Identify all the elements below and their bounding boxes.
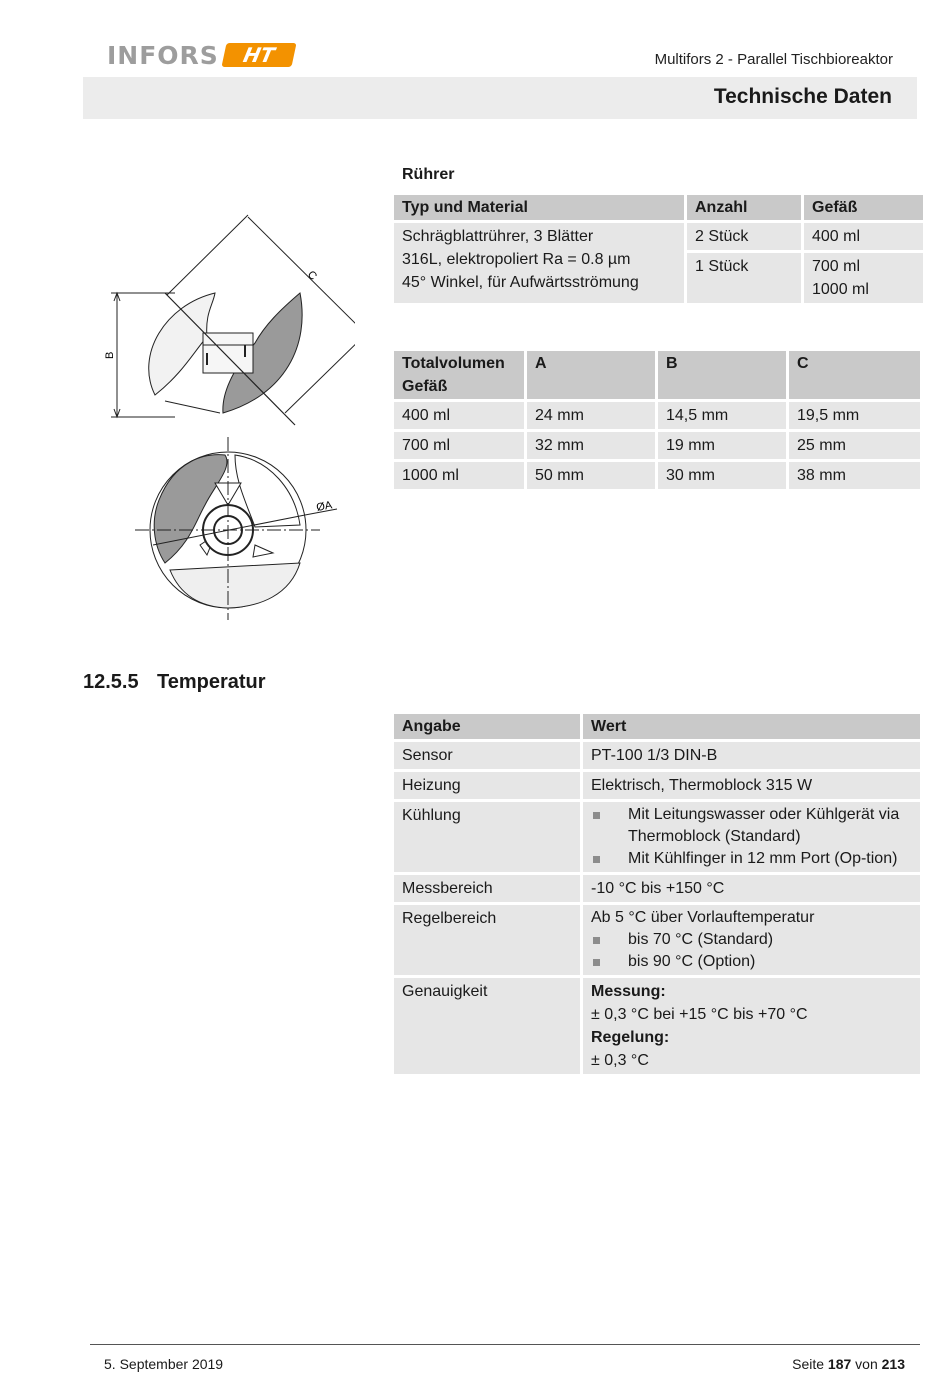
- header-cell: Totalvolumen Gefäß: [394, 351, 524, 399]
- row-value: Elektrisch, Thermoblock 315 W: [583, 772, 920, 799]
- vessel-cell: [804, 253, 923, 303]
- stirrer-diagram: [95, 205, 355, 625]
- list-item: bis 90 °C (Option): [591, 951, 912, 973]
- row-value: PT-100 1/3 DIN-B: [583, 742, 920, 769]
- table-row: [394, 742, 920, 769]
- table-header-row: [394, 351, 920, 399]
- dimension-a-label: ØA: [315, 499, 334, 514]
- table-row: [394, 802, 920, 872]
- table-row: [394, 402, 920, 429]
- header-cell: Anzahl: [687, 195, 801, 220]
- regulation-label: Regelung:: [591, 1029, 670, 1046]
- count-cell: 1 Stück: [687, 253, 801, 303]
- footer-page-number: [792, 1356, 905, 1372]
- dimension-b-label: B: [104, 351, 116, 359]
- dimension-c-label: C: [304, 268, 319, 283]
- row-value: [583, 978, 920, 1074]
- temperature-table: [391, 711, 923, 1077]
- cooling-list: [591, 804, 912, 870]
- table-cell: 1000 ml: [394, 462, 524, 489]
- table-header-row: [394, 195, 923, 220]
- header-cell: Gefäß: [804, 195, 923, 220]
- table-row: [394, 432, 920, 459]
- vessel-line: 700 ml: [812, 258, 861, 275]
- measurement-value: ± 0,3 °C bei +15 °C bis +70 °C: [591, 1006, 808, 1023]
- row-label: Messbereich: [394, 875, 580, 902]
- dimensions-table: [391, 348, 923, 492]
- table-row: [394, 978, 920, 1074]
- header-cell: Typ und Material: [394, 195, 684, 220]
- row-label: Kühlung: [394, 802, 580, 872]
- control-range-list: [591, 929, 912, 973]
- section-heading-temperature: [83, 671, 266, 694]
- section-title: Technische Daten: [713, 85, 892, 108]
- vessel-line: 1000 ml: [812, 281, 869, 298]
- table-cell: 700 ml: [394, 432, 524, 459]
- row-label: Heizung: [394, 772, 580, 799]
- header-cell: A: [527, 351, 655, 399]
- table-row: [394, 772, 920, 799]
- page-total: 213: [881, 1356, 905, 1372]
- header-cell: Wert: [583, 714, 920, 739]
- row-label: Genauigkeit: [394, 978, 580, 1074]
- table-cell: 25 mm: [789, 432, 920, 459]
- header-cell: C: [789, 351, 920, 399]
- row-value: [583, 802, 920, 872]
- table-header-row: [394, 714, 920, 739]
- infors-logo: [107, 40, 294, 70]
- table-cell: 19 mm: [658, 432, 786, 459]
- heading-text: Temperatur: [157, 671, 266, 693]
- document-title: Multifors 2 - Parallel Tischbioreaktor: [654, 51, 893, 68]
- list-item: bis 70 °C (Standard): [591, 929, 912, 951]
- section-bar: [83, 77, 917, 119]
- type-line: 45° Winkel, für Aufwärtsströmung: [402, 274, 639, 291]
- table-cell: 24 mm: [527, 402, 655, 429]
- row-value: [583, 905, 920, 975]
- vessel-cell: 400 ml: [804, 223, 923, 250]
- stirrer-table: [391, 192, 926, 306]
- heading-number: 12.5.5: [83, 671, 139, 693]
- type-line: 316L, elektropoliert Ra = 0.8 µm: [402, 251, 631, 268]
- measurement-label: Messung:: [591, 983, 666, 1000]
- control-range-intro: Ab 5 °C über Vorlauftemperatur: [591, 909, 815, 926]
- list-item: Mit Kühlfinger in 12 mm Port (Op-tion): [591, 848, 912, 870]
- row-label: Sensor: [394, 742, 580, 769]
- table-cell: 14,5 mm: [658, 402, 786, 429]
- table-row: [394, 462, 920, 489]
- page-current: 187: [827, 1356, 852, 1372]
- table-row: [394, 223, 923, 250]
- footer-date: 5. September 2019: [104, 1356, 224, 1372]
- table-cell: 38 mm: [789, 462, 920, 489]
- table-cell: 400 ml: [394, 402, 524, 429]
- header-cell: B: [658, 351, 786, 399]
- table-row: [394, 905, 920, 975]
- type-line: Schrägblattrührer, 3 Blätter: [402, 228, 594, 245]
- table-cell: 32 mm: [527, 432, 655, 459]
- stirrer-label: Rührer: [402, 166, 455, 183]
- count-cell: 2 Stück: [687, 223, 801, 250]
- page-prefix: Seite: [792, 1356, 825, 1372]
- row-value: -10 °C bis +150 °C: [583, 875, 920, 902]
- table-cell: 30 mm: [658, 462, 786, 489]
- page-separator: von: [855, 1356, 878, 1372]
- row-label: Regelbereich: [394, 905, 580, 975]
- stirrer-type-cell: [394, 223, 684, 303]
- table-cell: 50 mm: [527, 462, 655, 489]
- regulation-value: ± 0,3 °C: [591, 1052, 649, 1069]
- header-cell: Angabe: [394, 714, 580, 739]
- logo-text: INFORS: [107, 40, 219, 70]
- logo-badge: HT: [221, 43, 296, 67]
- list-item: Mit Leitungswasser oder Kühlgerät via Thermoblock (Standard): [591, 804, 912, 848]
- footer-divider: [90, 1344, 920, 1345]
- table-cell: 19,5 mm: [789, 402, 920, 429]
- table-row: [394, 875, 920, 902]
